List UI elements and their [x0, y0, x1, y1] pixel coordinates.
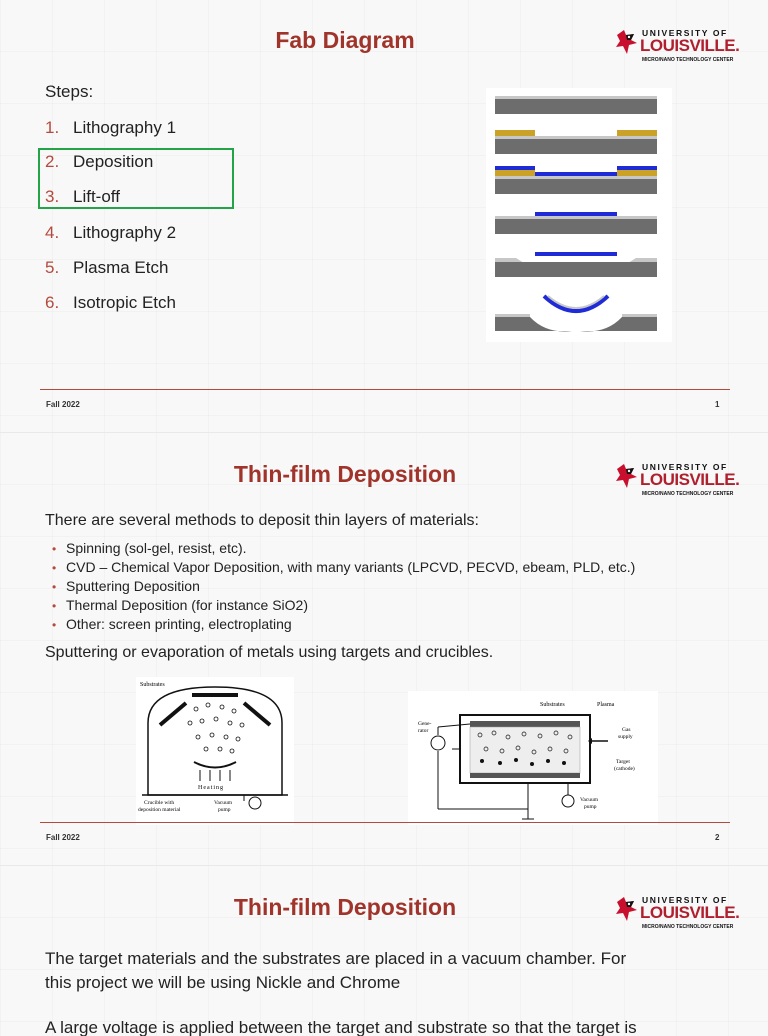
- vacuum-bell-jar: [148, 687, 282, 795]
- body-text-line: A large voltage is applied between the target and substrate so that the target is: [45, 1018, 637, 1036]
- logo-subtitle-text: MICRO/NANO TECHNOLOGY CENTER: [642, 491, 734, 497]
- plasma-label: Plasma: [597, 702, 615, 708]
- vacuum-pump-icon: [249, 797, 261, 809]
- slide-2: [0, 433, 768, 865]
- substrate-plate: [470, 721, 580, 727]
- slide-3: [0, 866, 768, 1036]
- step-number: 2.: [45, 152, 60, 171]
- resist-right: [617, 130, 657, 136]
- bullet-text: Sputtering Deposition: [66, 578, 200, 594]
- outro-text: Sputtering or evaporation of metals using targets and crucibles.: [45, 644, 494, 661]
- metal-on-resist: [495, 166, 535, 170]
- heating-label: Heating: [198, 785, 224, 791]
- bullet-text: Thermal Deposition (for instance SiO2): [66, 597, 308, 613]
- bullet-item: • Other: screen printing, electroplating: [52, 616, 292, 632]
- substrate: [495, 262, 657, 277]
- oxide-layer: [495, 136, 657, 139]
- step-label: Deposition: [73, 152, 154, 171]
- bullet-item: • Sputtering Deposition: [52, 578, 200, 594]
- vacuum-label-line-2: pump: [218, 807, 231, 813]
- logo-subtitle-text: MICRO/NANO TECHNOLOGY CENTER: [642, 924, 734, 930]
- fab-process-diagram: [486, 88, 672, 342]
- target-label-line-2: (cathode): [614, 766, 635, 772]
- oxide-layer: [495, 176, 657, 179]
- gas-label-line-1: Gas: [622, 727, 631, 733]
- cardinal-logo-icon: [614, 896, 638, 922]
- footer-rule: [40, 389, 730, 390]
- slide-title: Thin-film Deposition: [233, 461, 457, 487]
- metal-layer: [535, 172, 617, 176]
- bullet-item: • Thermal Deposition (for instance SiO2): [52, 597, 308, 613]
- logo-name-text: LOUISVILLE.: [640, 470, 740, 489]
- resist-left: [495, 170, 535, 176]
- substrate-holder-right: [244, 703, 270, 725]
- bullet-item: • Spinning (sol-gel, resist, etc).: [52, 540, 247, 556]
- page-number: 2: [715, 833, 720, 842]
- substrate-holder-left: [160, 703, 186, 725]
- target-cathode: [470, 773, 580, 778]
- generator-label-line-1: Gene-: [418, 721, 432, 727]
- substrate: [495, 179, 657, 194]
- substrate: [495, 219, 657, 234]
- oxide-layer: [495, 314, 530, 317]
- step-number: 1.: [45, 118, 60, 137]
- step-item: [45, 118, 176, 138]
- oxide-layer: [495, 216, 657, 219]
- logo-name-text: LOUISVILLE.: [640, 903, 740, 922]
- logo-name-text: LOUISVILLE.: [640, 36, 740, 55]
- step-label: Lift-off: [73, 187, 120, 206]
- bullet-text: CVD – Chemical Vapor Deposition, with many variants (LPCVD, PECVD, ebeam, PLD, etc.): [66, 559, 636, 575]
- metal-on-resist: [617, 166, 657, 170]
- crucible-label-line-2: deposition material: [138, 807, 181, 813]
- step-item: [45, 258, 168, 278]
- page-number: 1: [715, 400, 720, 409]
- steps-label: Steps:: [45, 82, 94, 101]
- bullet-item: • CVD – Chemical Vapor Deposition, with many variants (LPCVD, PECVD, ebeam, PLD, etc.): [52, 559, 636, 575]
- step-number: 6.: [45, 293, 60, 312]
- university-logo: [614, 895, 740, 937]
- step-number: 3.: [45, 187, 60, 206]
- university-logo: [614, 462, 740, 504]
- cardinal-logo-icon: [614, 463, 638, 489]
- university-logo: [614, 28, 740, 70]
- step-label: Lithography 2: [73, 223, 177, 242]
- step-label: Plasma Etch: [73, 258, 169, 277]
- vacuum-label-line-2: pump: [584, 804, 597, 810]
- sputtering-figure: [408, 691, 658, 825]
- crucible: [194, 762, 236, 768]
- oxide-layer: [495, 96, 657, 99]
- wire: [438, 724, 470, 727]
- logo-subtitle-text: MICRO/NANO TECHNOLOGY CENTER: [642, 57, 734, 63]
- substrates-label: Substrates: [540, 702, 565, 708]
- vacuum-label-line-1: Vacuum: [214, 800, 233, 806]
- step-item: [45, 223, 176, 243]
- logo-university-text: UNIVERSITY OF: [642, 895, 728, 905]
- substrate: [495, 139, 657, 154]
- substrate-right: [580, 317, 657, 331]
- logo-university-text: UNIVERSITY OF: [642, 462, 728, 472]
- footer-date: Fall 2022: [46, 400, 80, 409]
- bullet-text: Spinning (sol-gel, resist, etc).: [66, 540, 247, 556]
- crucible-label-line-1: Crucible with: [144, 800, 175, 806]
- step-number: 4.: [45, 223, 60, 242]
- vacuum-label-line-1: Vacuum: [580, 797, 599, 803]
- vapor-particles: [188, 703, 244, 753]
- resist-right: [617, 170, 657, 176]
- cardinal-logo-icon: [614, 29, 638, 55]
- plasma-region: [470, 727, 580, 773]
- logo-university-text: UNIVERSITY OF: [642, 28, 728, 38]
- step-item: [45, 293, 176, 313]
- oxide-layer: [622, 314, 657, 317]
- substrate: [495, 99, 657, 114]
- resist-left: [495, 130, 535, 136]
- step-label: Isotropic Etch: [73, 293, 176, 312]
- vacuum-pump-icon: [562, 795, 574, 807]
- gas-label-line-2: supply: [618, 734, 633, 740]
- slide-title: Thin-film Deposition: [233, 894, 457, 920]
- heating-arrows: [200, 770, 230, 781]
- footer-rule: [40, 822, 730, 823]
- evaporation-figure: [136, 677, 294, 825]
- slide-title: Fab Diagram: [275, 27, 415, 53]
- slide-1: [0, 0, 768, 432]
- body-text-line: this project we will be using Nickle and Chrome: [45, 973, 401, 992]
- bullet-text: Other: screen printing, electroplating: [66, 616, 292, 632]
- step-label: Lithography 1: [73, 118, 177, 137]
- metal-layer: [535, 252, 617, 256]
- substrates-label: Substrates: [140, 682, 165, 688]
- metal-layer: [535, 212, 617, 216]
- body-text-line: The target materials and the substrates are placed in a vacuum chamber. For: [45, 949, 627, 968]
- generator-icon: [431, 736, 445, 750]
- target-label-line-1: Target: [616, 759, 630, 765]
- footer-date: Fall 2022: [46, 833, 80, 842]
- generator-label-line-2: rator: [418, 728, 429, 734]
- step-number: 5.: [45, 258, 60, 277]
- highlight-box: [38, 148, 234, 209]
- substrate-left: [495, 317, 572, 331]
- intro-text: There are several methods to deposit thin layers of materials:: [45, 512, 479, 529]
